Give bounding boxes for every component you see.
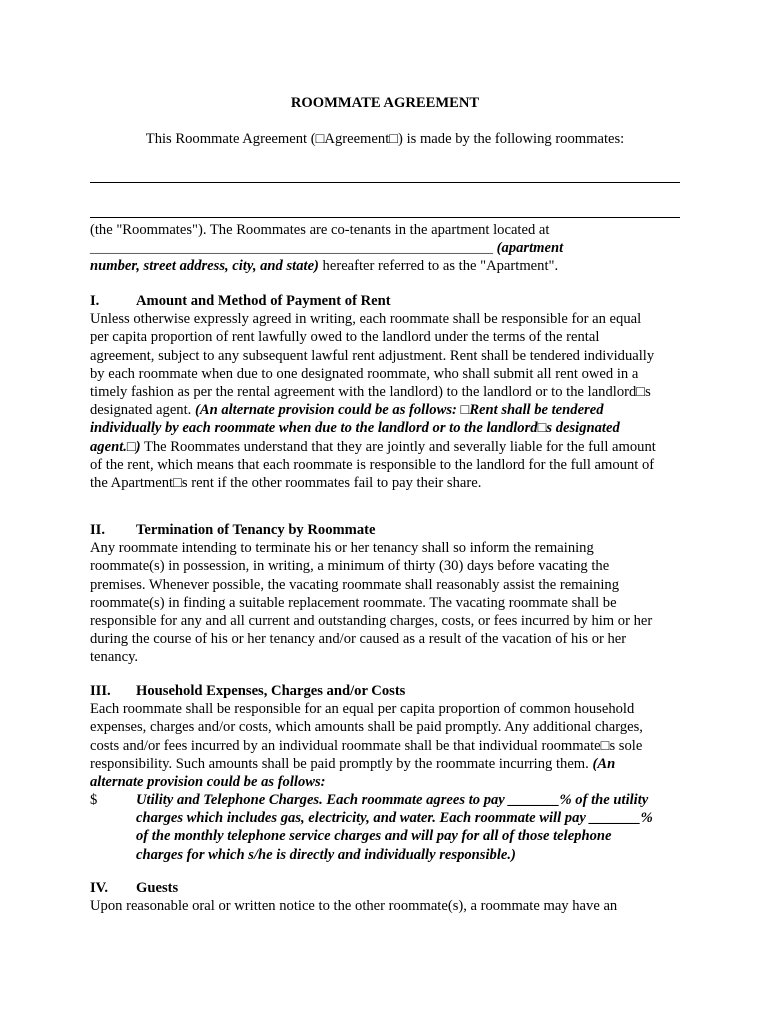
address-line xyxy=(90,239,680,257)
address-paragraph xyxy=(90,221,680,276)
section-4 xyxy=(90,879,680,915)
section-1-title: Amount and Method of Payment of Rent xyxy=(136,293,391,309)
section-4-title: Guests xyxy=(136,880,179,896)
section-3-alternate: (An xyxy=(592,755,616,772)
section-2 xyxy=(90,521,680,667)
section-3-line: expenses, charges and/or costs, which amounts shall be paid promptly. Any additional charges, xyxy=(90,719,643,736)
section-1-text: designated agent. xyxy=(90,402,195,419)
section-1-alternate-end: agent.□) xyxy=(90,438,141,455)
section-4-heading xyxy=(90,879,680,897)
roommate-name-blank-1 xyxy=(90,182,680,183)
section-1-alternate: (An alternate provision could be as follows: □Rent shall be tendered xyxy=(194,402,604,419)
dollar-bullet-icon: $ xyxy=(90,792,98,808)
section-2-line: Any roommate intending to terminate his or her tenancy shall so inform the remaining xyxy=(90,540,594,557)
document-title: ROOMMATE AGREEMENT xyxy=(290,95,480,111)
section-3-line: alternate provision could be as follows: xyxy=(90,774,326,791)
section-1-line: by each roommate when due to one designated roommate, who shall submit all rent owed in a xyxy=(90,365,639,382)
section-3-text: responsibility. Such amounts shall be paid promptly by the roommate incurring them. xyxy=(90,755,593,772)
section-2-line: tenancy. xyxy=(90,649,139,666)
section-2-number: II. xyxy=(90,522,106,538)
utility-bullet-text xyxy=(136,791,690,864)
section-3-heading xyxy=(90,682,680,700)
section-2-line: during the course of his or her tenancy and/or caused as a result of the vacation of his or her xyxy=(90,631,627,648)
section-3-line: Each roommate shall be responsible for an equal per capita proportion of common household xyxy=(90,701,635,718)
section-3-line: costs and/or fees incurred by an individual roommate shall be that individual roommate□s sole xyxy=(90,737,643,754)
address-label: (apartment xyxy=(496,240,564,257)
section-1-line: per capita proportion of rent lawfully owed to the landlord under the terms of the rental xyxy=(90,329,600,346)
roommate-name-blank-2 xyxy=(90,217,680,218)
intro-line: This Roommate Agreement (□Agreement□) is made by the following roommates: xyxy=(145,131,625,147)
section-2-line: premises. Whenever possible, the vacating roommate shall reasonably assist the remaining xyxy=(90,576,620,593)
section-3-title: Household Expenses, Charges and/or Costs xyxy=(136,683,406,699)
bullet-line: charges for which s/he is directly and individually responsible.) xyxy=(136,846,516,863)
section-3-line xyxy=(90,755,680,773)
section-1-text: The Roommates understand that they are jointly and severally liable for the full amount xyxy=(140,438,656,455)
section-1-line: of the rent, which means that each roommate is responsible to the landlord for the full amount of xyxy=(90,456,655,473)
bullet-line: of the monthly telephone service charges and will pay for all of those telephone xyxy=(136,828,612,845)
section-2-line: roommate(s) in finding a suitable replacement roommate. The vacating roommate shall be xyxy=(90,594,617,611)
section-1-heading xyxy=(90,292,680,310)
address-label-cont: number, street address, city, and state) xyxy=(90,258,319,275)
bullet-line: charges which includes gas, electricity, and water. Each roommate will pay _______% xyxy=(136,810,653,827)
section-1-line: timely fashion as per the rental agreement with the landlord) to the landlord or to the landlord□s xyxy=(90,384,651,401)
section-2-line: roommate(s) in possession, in writing, a minimum of thirty (30) days before vacating the xyxy=(90,558,610,575)
address-rest: hereafter referred to as the "Apartment". xyxy=(318,258,559,275)
address-line-2 xyxy=(90,257,680,275)
section-2-heading xyxy=(90,521,680,539)
section-1-line xyxy=(90,438,680,456)
section-1-number: I. xyxy=(90,293,100,309)
address-blank: ______________________________________________________________ xyxy=(90,240,493,256)
section-2-line: responsible for any and all current and outstanding charges, costs, or fees incurred by him or her xyxy=(90,613,653,630)
section-4-number: IV. xyxy=(90,880,108,896)
section-1-line: individually by each roommate when due to the landlord or to the landlord□s designated xyxy=(90,420,620,437)
section-3 xyxy=(90,682,680,791)
section-4-line: Upon reasonable oral or written notice to the other roommate(s), a roommate may have an xyxy=(90,898,618,915)
bullet-line: Utility and Telephone Charges. Each roommate agrees to pay _______% of the utility xyxy=(136,792,649,808)
section-3-number: III. xyxy=(90,683,111,699)
roommates-line: (the "Roommates"). The Roommates are co-tenants in the apartment located at xyxy=(90,222,550,238)
section-2-title: Termination of Tenancy by Roommate xyxy=(136,522,376,538)
section-1-line xyxy=(90,401,680,419)
section-1-line: Unless otherwise expressly agreed in writing, each roommate shall be responsible for an equal xyxy=(90,311,642,328)
section-1 xyxy=(90,292,680,492)
section-1-line: agreement, subject to any subsequent lawful rent adjustment. Rent shall be tendered individually xyxy=(90,347,655,364)
section-1-line: the Apartment□s rent if the other roommates fail to pay their share. xyxy=(90,475,482,492)
